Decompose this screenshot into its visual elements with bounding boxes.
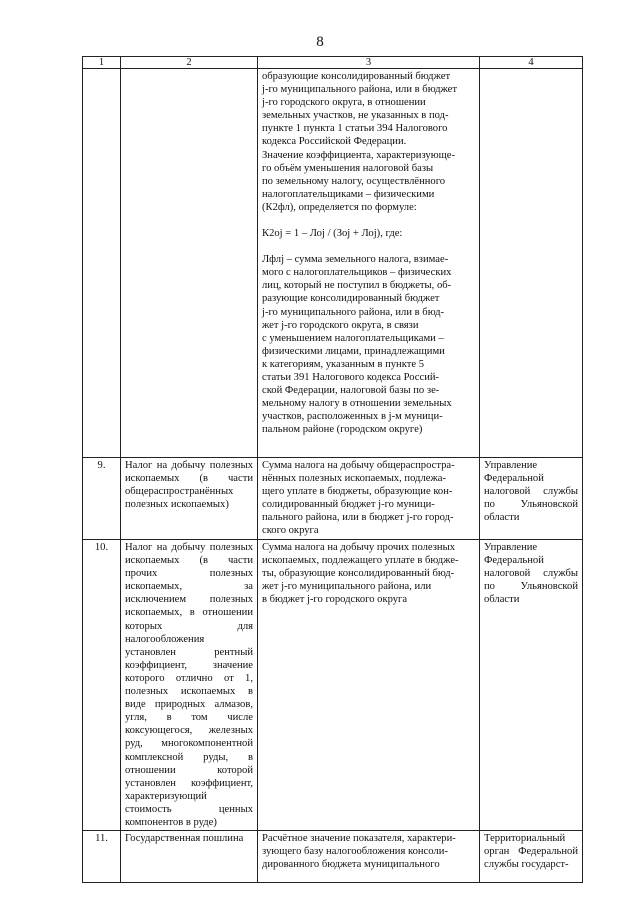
coefficient-description: Значение коэффициента, характеризующе- го объём уменьшения налоговой базы по земельному налогу, осуществлённого налогоплательщиками – физическими (К2фл), определяется по формуле:: [262, 149, 456, 213]
responsible-authority: Территориальный орган Федеральной службы государст-: [480, 831, 583, 883]
row-number-cell: [83, 69, 121, 458]
row-number: 11.: [83, 831, 121, 883]
responsible-authority: Управление Федеральной налоговой службы по Ульяновской области: [480, 540, 583, 831]
tax-description: Сумма налога на добычу общераспростра- нённых полезных ископаемых, подлежа- щего уплате в бюджеты, образующие кон- солидированный бюджет j-го муници- пального района, или в бюджет j-го город- ского округа: [262, 460, 455, 537]
tax-description: Сумма налога на добычу прочих полезных ископаемых, подлежащего уплате в бюдже- ты, образующие консолидированный бюд- жет j-го муниципального района, или в бюджет j-го городского округа: [262, 542, 459, 606]
tax-name: Государственная пошлина: [121, 831, 258, 883]
table-header-row: [83, 57, 583, 69]
responsible-authority: Управление Федеральной налоговой службы по Ульяновской области: [480, 458, 583, 540]
column-header-3: 3: [258, 57, 480, 69]
tax-name: Налог на добычу полезных ископаемых (в части прочих полезных ископаемых, за исключением полезных ископаемых, в отношении которых для налогообложения установлен рентный коэффициент, значение которого отлично от 1, полезных ископаемых в виде природных алмазов, угля, в том числе коксующегося, железных руд, многокомпонентной комплексной руды, в отношении которой установлен коэффициент, характеризующий стоимость ценных компонентов в руде): [121, 540, 258, 831]
authority-cell: [480, 69, 583, 458]
table-row-continuation: [83, 69, 583, 458]
formula-legend: Лфлj – сумма земельного налога, взимае- мого с налогоплательщиков – физических лиц, который не поступил в бюджеты, об- разующие консолидированный бюджет j-го муниципального района, или в бюд- жет j-го городского округа, в связи с уменьшением налогоплательщиками – физическими лицами, принадлежащими к категориям, указанным в пункте 5 статьи 391 Налогового кодекса Россий- ской Федерации, налоговой базы по зе- мельному налогу в отношении земельных участков, расположенных в j-м муници- пальном районе (городском округе): [262, 254, 452, 436]
tax-description: Расчётное значение показателя, характери- зующего базу налогообложения консоли- дированного бюджета муниципального: [262, 833, 456, 871]
column-header-2: 2: [121, 57, 258, 69]
row-number: 9.: [83, 458, 121, 540]
table-row: [83, 831, 583, 883]
page-number: 8: [316, 34, 324, 50]
tax-name: Налог на добычу полезных ископаемых (в части общераспространённых полезных ископаемых): [121, 458, 258, 540]
column-header-1: 1: [83, 57, 121, 69]
column-header-4: 4: [480, 57, 583, 69]
tax-name-cell: [121, 69, 258, 458]
description-text: образующие консолидированный бюджет j-го муниципального района, или в бюджет j-го городского округа, в отношении земельных участков, не указанных в под- пункте 1 пункта 1 статьи 394 Налогового кодекса Российской Федерации.: [262, 71, 457, 148]
table-row: [83, 540, 583, 831]
formula: К2оj = 1 – Лоj / (Зоj + Лоj), где:: [262, 228, 403, 240]
table-row: [83, 458, 583, 540]
description-cell: [258, 69, 480, 458]
distribution-table: [82, 56, 583, 883]
row-number: 10.: [83, 540, 121, 831]
